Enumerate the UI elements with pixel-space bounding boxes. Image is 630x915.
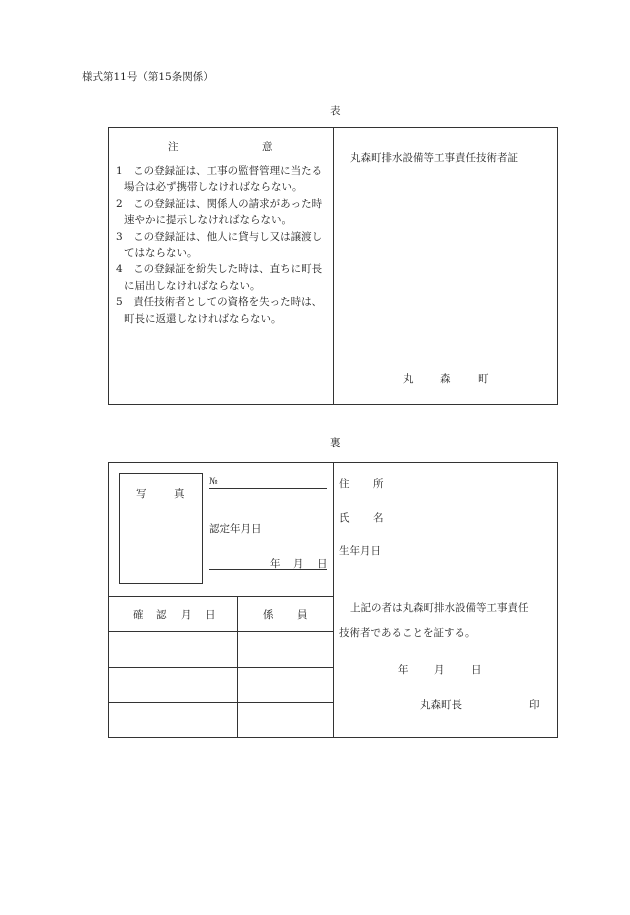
cert-date-underline xyxy=(209,569,327,570)
issuer-char-3: 町 xyxy=(478,373,489,385)
notice-item-4: 4 この登録証を紛失した時は、直ちに町長に届出しなければならない。 xyxy=(116,263,323,292)
front-heading: 表 xyxy=(330,105,341,117)
notice-item-5: 5 責任技術者としての資格を失った時は、町長に返還しなければならない。 xyxy=(116,296,323,325)
back-heading: 裏 xyxy=(330,437,341,449)
table-header-line xyxy=(108,631,333,632)
issue-date-year: 年 xyxy=(398,664,409,676)
cert-date-year: 年 xyxy=(270,558,281,570)
notice-title-left: 注 xyxy=(168,141,179,153)
cert-date-label: 認定年月日 xyxy=(209,523,262,535)
certify-text-2: 技術者であることを証する。 xyxy=(339,627,476,639)
certify-text-1: 上記の者は丸森町排水設備等工事責任 xyxy=(350,602,529,614)
address-label-2: 所 xyxy=(373,478,384,490)
address-label-1: 住 xyxy=(339,478,350,490)
no-underline xyxy=(209,488,327,489)
confirm-label-1: 確 xyxy=(133,609,144,621)
table-top-line xyxy=(108,596,333,597)
issuer-char-1: 丸 xyxy=(403,373,414,385)
notice-list xyxy=(116,163,330,327)
front-divider xyxy=(333,127,334,405)
name-label-1: 氏 xyxy=(339,512,350,524)
photo-label-1: 写 xyxy=(136,488,147,500)
issue-date-month: 月 xyxy=(434,664,445,676)
staff-label-2: 員 xyxy=(297,609,308,621)
name-label-2: 名 xyxy=(373,512,384,524)
confirm-label-3: 月 xyxy=(181,609,192,621)
table-row-line-2 xyxy=(108,702,333,703)
photo-label-2: 真 xyxy=(174,488,185,500)
cert-date-day: 日 xyxy=(317,558,328,570)
notice-item-1: 1 この登録証は、工事の監督管理に当たる場合は必ず携帯しなければならない。 xyxy=(116,165,323,194)
confirm-label-2: 認 xyxy=(156,609,167,621)
confirm-label-4: 日 xyxy=(205,609,216,621)
no-label: № xyxy=(209,477,218,487)
birth-label: 生年月日 xyxy=(339,545,381,557)
table-col-line xyxy=(237,596,238,738)
issuer-char-2: 森 xyxy=(440,373,451,385)
back-divider xyxy=(333,462,334,738)
mayor-label: 丸森町長 xyxy=(420,699,462,711)
notice-item-3: 3 この登録証は、他人に貸与し又は譲渡してはならない。 xyxy=(116,230,323,260)
notice-title-right: 意 xyxy=(262,141,273,153)
card-title: 丸森町排水設備等工事責任技術者証 xyxy=(350,152,518,164)
form-label: 様式第11号（第15条関係） xyxy=(82,71,214,83)
seal-label: 印 xyxy=(529,699,540,711)
staff-label-1: 係 xyxy=(263,609,274,621)
table-row-line-1 xyxy=(108,667,333,668)
photo-box xyxy=(119,473,203,584)
cert-date-month: 月 xyxy=(293,558,304,570)
notice-item-2: 2 この登録証は、関係人の請求があった時速やかに提示しなければならない。 xyxy=(116,197,323,227)
issue-date-day: 日 xyxy=(471,664,482,676)
